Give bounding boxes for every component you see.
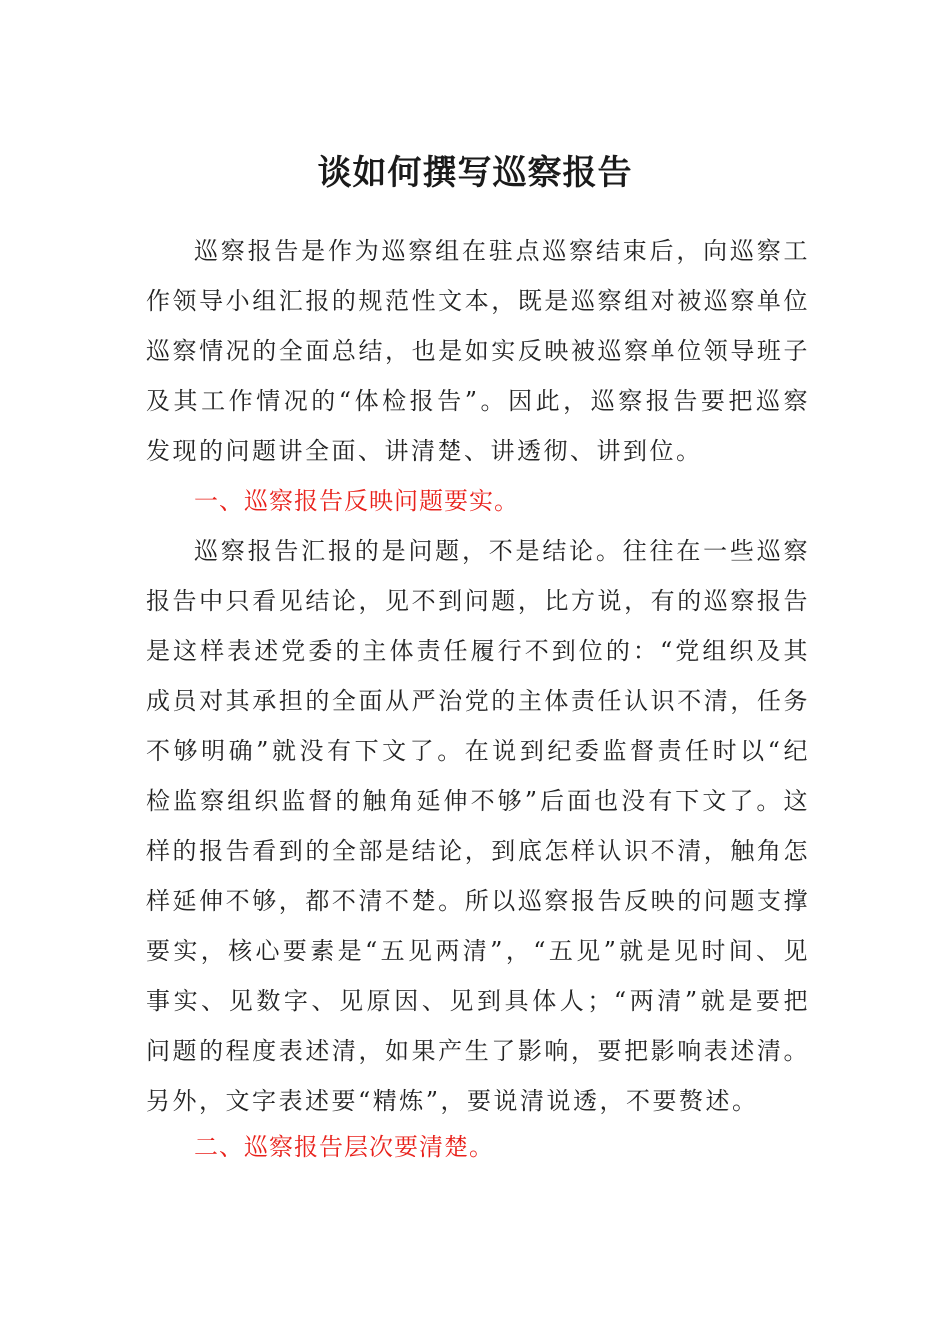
section-heading-2: 二、巡察报告层次要清楚。 bbox=[194, 1133, 494, 1161]
section-heading-1: 一、巡察报告反映问题要实。 bbox=[194, 487, 519, 515]
document-title: 谈如何撰写巡察报告 bbox=[317, 153, 633, 193]
paragraph-section-1: 巡察报告汇报的是问题，不是结论。往往在一些巡察报告中只看见结论，见不到问题，比方说，有的巡察报告是这样表述党委的主体责任履行不到位的：“党组织及其成员对其承担的全面从严治党的主体责任认识不清，任务不够明确”就没有下文了。在说到纪委监督责任时以“纪检监察组织监督的触角延伸不够”后面也没有下文了。这样的报告看到的全部是结论，到底怎样认识不清，触角怎样延伸不够，都不清不楚。所以巡察报告反映的问题支撑要实，核心要素是“五见两清”，“五见”就是见时间、见事实、见数字、见原因、见到具体人；“两清”就是要把问题的程度表述清，如果产生了影响，要把影响表述清。另外，文字表述要“精炼”，要说清说透，不要赘述。 bbox=[146, 537, 810, 1115]
paragraph-intro: 巡察报告是作为巡察组在驻点巡察结束后，向巡察工作领导小组汇报的规范性文本，既是巡察组对被巡察单位巡察情况的全面总结，也是如实反映被巡察单位领导班子及其工作情况的“体检报告”。因此，巡察报告要把巡察发现的问题讲全面、讲清楚、讲透彻、讲到位。 bbox=[146, 237, 810, 465]
